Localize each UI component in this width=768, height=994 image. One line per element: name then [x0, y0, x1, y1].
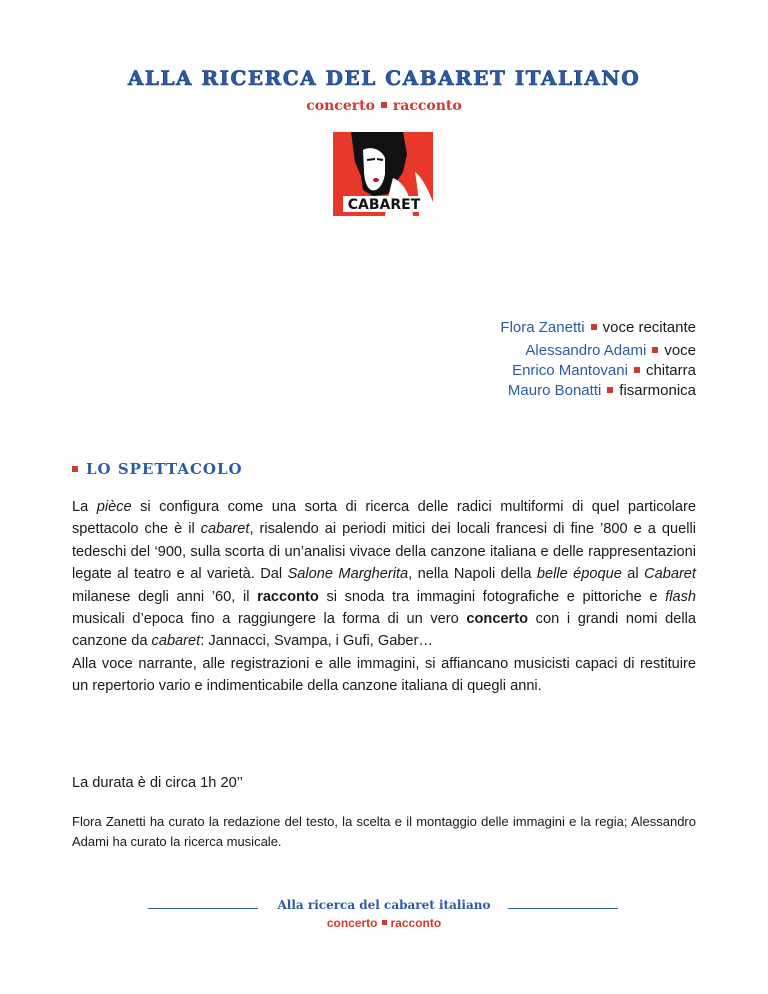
footer-subtitle [0, 916, 768, 930]
credit-row [500, 319, 696, 336]
page-title: ALLA RICERCA DEL CABARET ITALIANO [127, 66, 641, 90]
bullet-square-icon [634, 367, 640, 373]
section-heading-label: LO SPETTACOLO [86, 460, 243, 478]
paragraph: Alla voce narrante, alle registrazioni e alle immagini, si affiancano musicisti capaci di restituire un repertorio vario e indimenticabile della canzone italiana di quegli anni. [72, 655, 696, 695]
text-italic: belle époque [536, 566, 622, 583]
duration-text: La durata è di circa 1h 20’’ [72, 775, 243, 791]
text: si snoda tra immagini fotografiche e pittoriche e [318, 588, 666, 605]
text-italic: Salone Margherita [287, 566, 409, 583]
logo-text: CABARET [347, 197, 421, 213]
text-bold: concerto [466, 611, 529, 628]
text: si configura come una sorta di ricerca delle radici multiformi di quel particolare spettacolo che è il [72, 499, 696, 538]
credit-role: chitarra [645, 362, 696, 379]
text: La [72, 499, 97, 515]
credit-name: Enrico Mantovani [512, 362, 628, 379]
credit-role: voce recitante [602, 319, 696, 336]
credit-row [508, 382, 696, 399]
footer [0, 898, 768, 930]
credit-role: fisarmonica [619, 382, 696, 399]
page-subtitle [0, 98, 768, 114]
bullet-square-icon [72, 466, 78, 472]
section-body [72, 496, 696, 698]
text: milanese degli anni ’60, il [72, 588, 258, 605]
text-italic: cabaret [200, 521, 250, 538]
bullet-square-icon [382, 920, 387, 925]
text: con i grandi nomi della canzone da [72, 611, 696, 650]
text-bold: racconto [257, 588, 319, 605]
credit-name: Flora Zanetti [500, 319, 585, 336]
text-italic: Cabaret [644, 566, 696, 583]
credits-note: Flora Zanetti ha curato la redazione del testo, la scelta e il montaggio delle immagini e la regia; Alessandro Adami ha curato la ricerca musicale. [72, 814, 696, 849]
text-italic: cabaret [151, 633, 201, 650]
bullet-square-icon [591, 324, 597, 330]
bullet-square-icon [381, 102, 387, 108]
footer-title: Alla ricerca del cabaret italiano [277, 898, 491, 912]
credit-row [512, 362, 696, 379]
section-heading [72, 460, 243, 478]
subtitle-concerto: concerto [306, 98, 375, 114]
text: , nella Napoli della [408, 566, 537, 583]
cabaret-logo [333, 132, 433, 216]
footer-concerto: concerto [326, 916, 378, 930]
text: : Jannacci, Svampa, i Gufi, Gaber… [200, 633, 434, 650]
text-italic: flash [665, 588, 696, 605]
bullet-square-icon [607, 387, 613, 393]
credit-row [525, 342, 696, 359]
text-italic: pièce [96, 499, 132, 515]
credit-role: voce [664, 342, 696, 359]
footer-racconto: racconto [390, 916, 442, 930]
credit-name: Mauro Bonatti [507, 382, 602, 399]
paragraph [72, 496, 696, 653]
text: musicali d’epoca fino a raggiungere la forma di un vero [72, 611, 467, 628]
bullet-square-icon [652, 347, 658, 353]
text: , risalendo ai periodi mitici dei locali francesi di fine ’800 e a quelli tedeschi del ‘900, sulla scorta di un’analisi vivace della canzone italiana e delle rappresentazioni legate al teatro e al varietà. Dal [72, 521, 696, 583]
credit-name: Alessandro Adami [525, 342, 647, 359]
text: al [621, 566, 645, 583]
subtitle-racconto: racconto [392, 98, 462, 114]
